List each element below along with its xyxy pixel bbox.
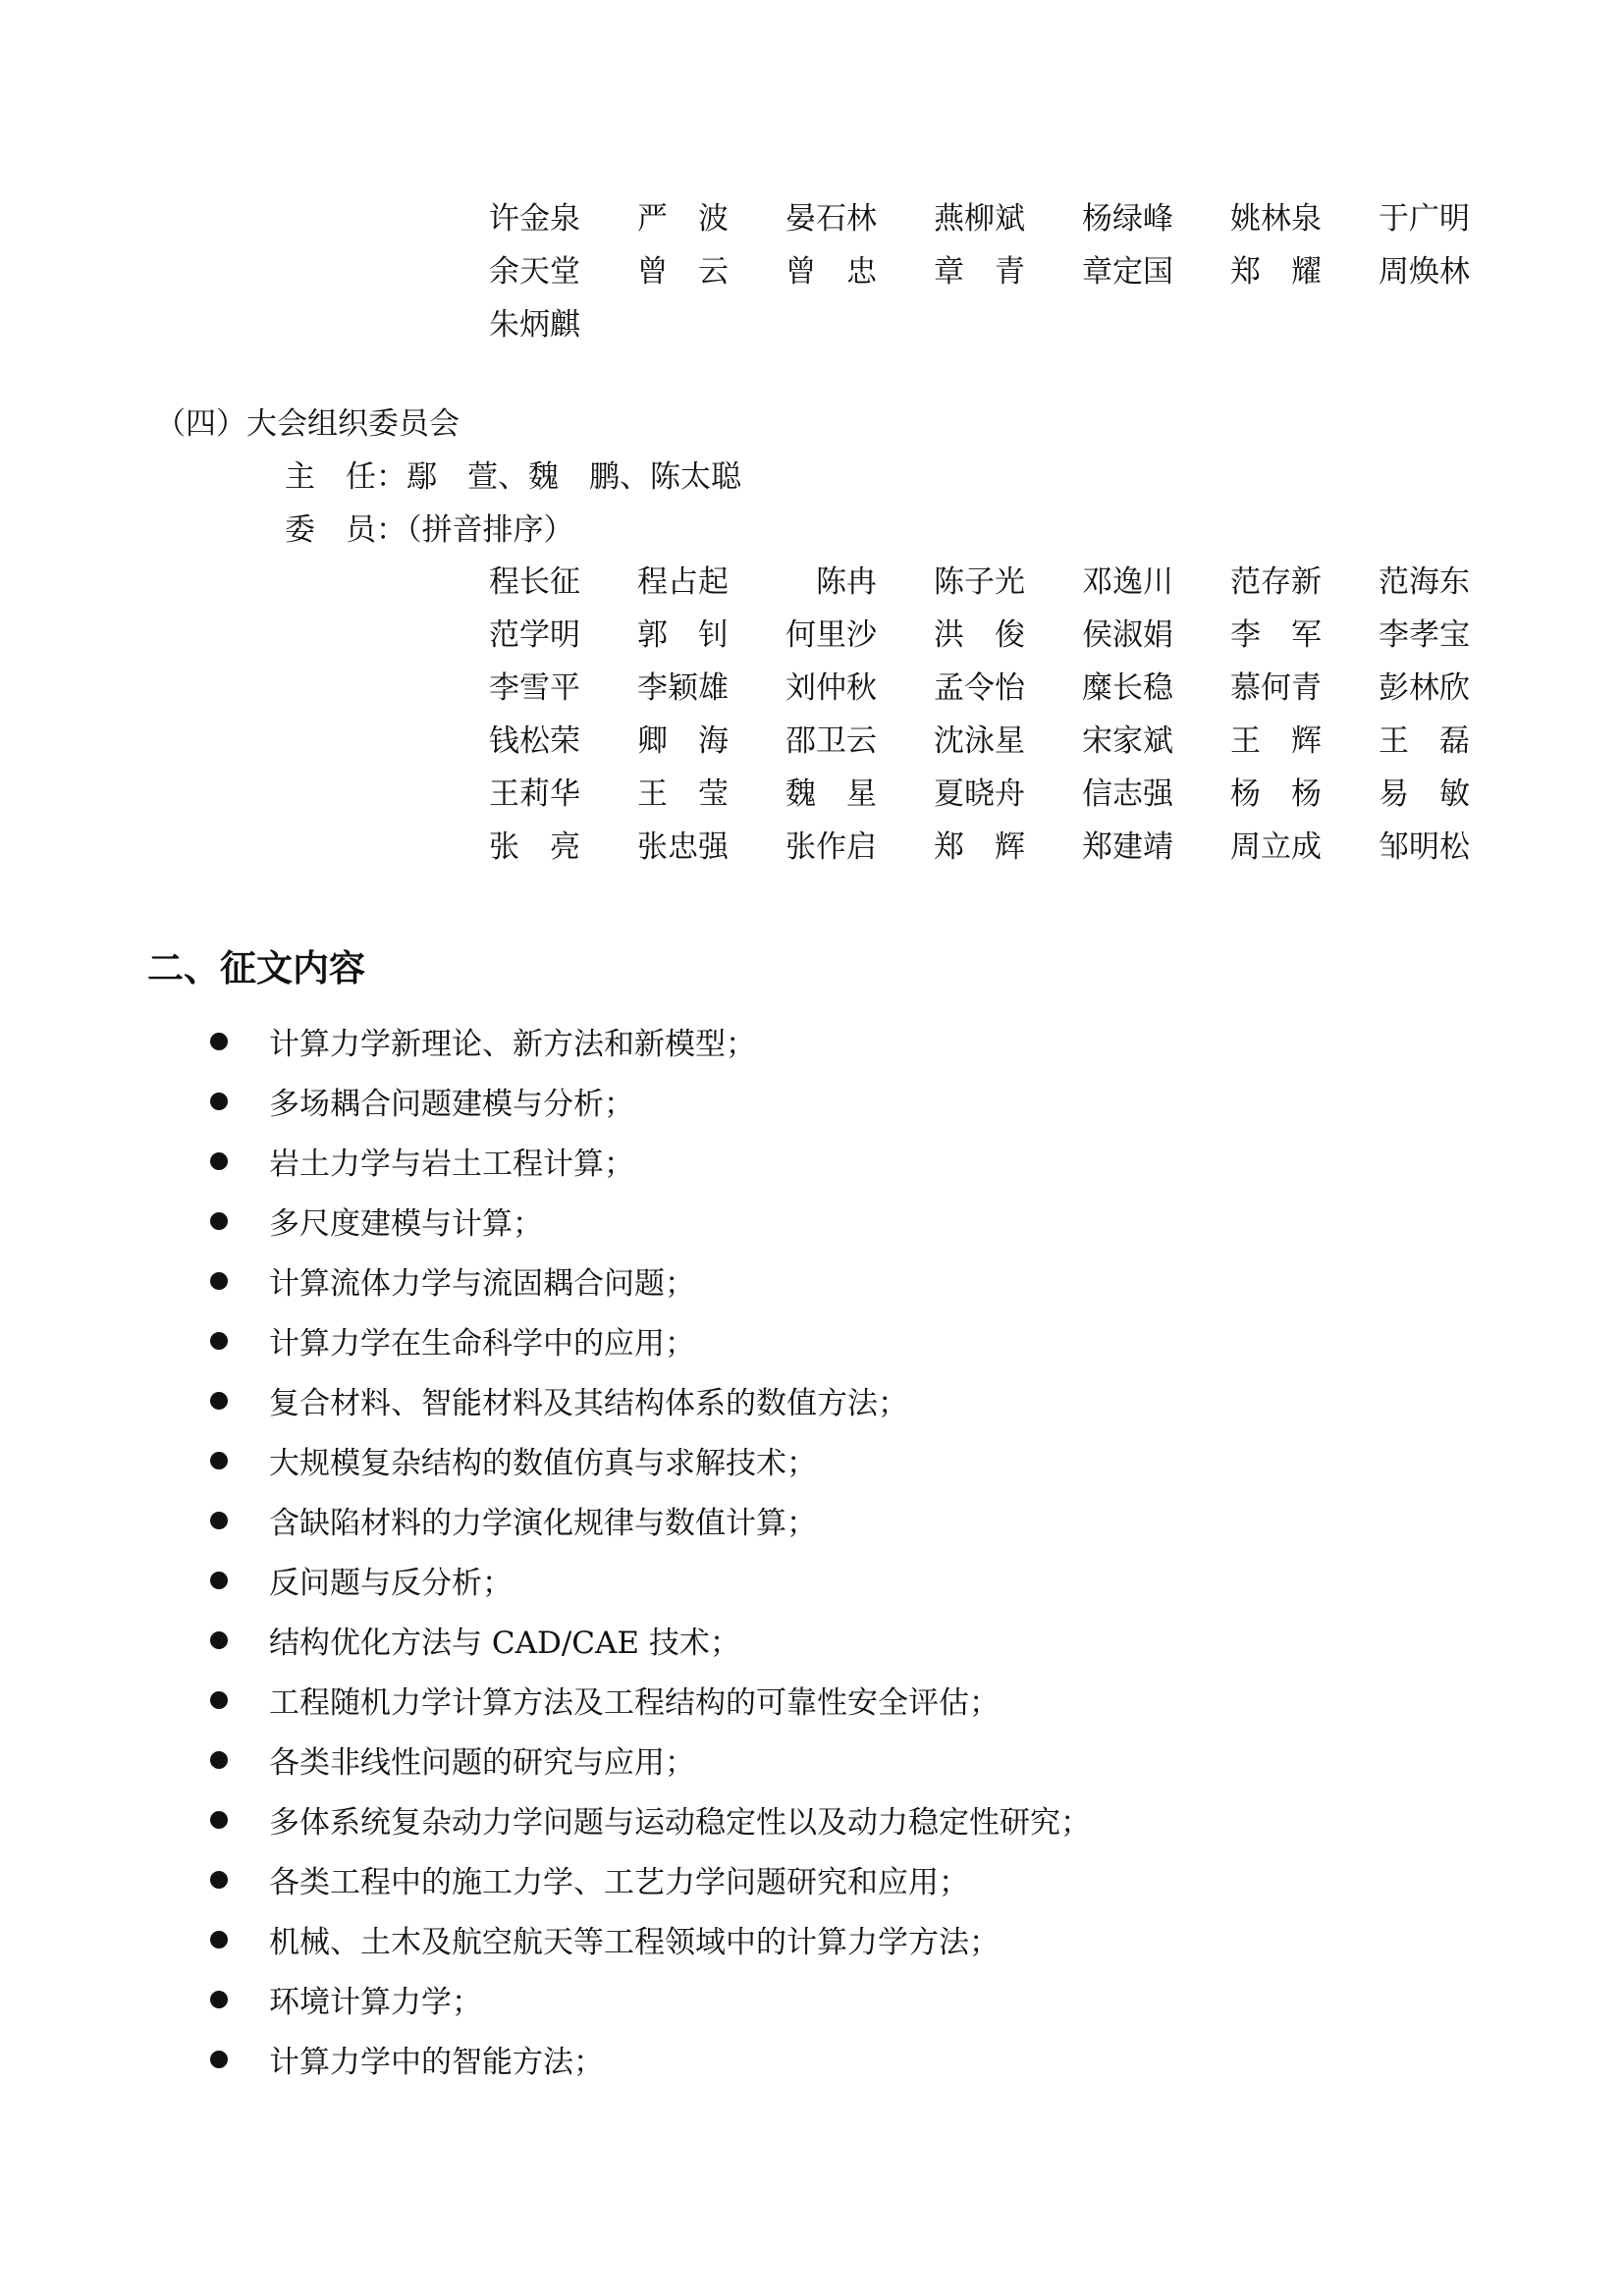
person-name: 范学明 bbox=[489, 617, 580, 653]
topic-item bbox=[206, 1550, 1091, 1610]
person-name: 张忠强 bbox=[637, 829, 729, 865]
topic-text: 含缺陷材料的力学演化规律与数值计算； bbox=[269, 1506, 817, 1541]
bullet-icon bbox=[210, 1392, 228, 1410]
topic-text: 各类工程中的施工力学、工艺力学问题研究和应用； bbox=[269, 1865, 969, 1900]
person-name: 慕何青 bbox=[1230, 670, 1322, 706]
topic-text: 计算流体力学与流固耦合问题； bbox=[269, 1266, 695, 1302]
bullet-icon bbox=[210, 1452, 228, 1469]
person-name: 郑建靖 bbox=[1082, 829, 1173, 865]
topic-text: 计算力学中的智能方法； bbox=[269, 2045, 604, 2080]
topic-text: 计算力学新理论、新方法和新模型； bbox=[269, 1027, 756, 1062]
person-name: 信志强 bbox=[1082, 776, 1173, 812]
person-name: 邓逸川 bbox=[1082, 564, 1173, 600]
bullet-icon bbox=[210, 1631, 228, 1649]
members-label: 委 员：（拼音排序） bbox=[285, 512, 574, 548]
person-name: 魏 星 bbox=[785, 776, 877, 812]
person-name: 程长征 bbox=[489, 564, 580, 600]
topic-item bbox=[206, 1670, 1091, 1730]
person-name: 邵卫云 bbox=[785, 723, 877, 759]
person-name: 郑 耀 bbox=[1230, 254, 1322, 290]
person-name: 洪 俊 bbox=[934, 617, 1025, 653]
person-name: 彭林欣 bbox=[1379, 670, 1470, 706]
organizing-committee-heading: （四）大会组织委员会 bbox=[155, 406, 460, 442]
topic-item bbox=[206, 1131, 1091, 1191]
person-name: 于广明 bbox=[1379, 201, 1470, 237]
bullet-icon bbox=[210, 1332, 228, 1350]
bullet-icon bbox=[210, 1572, 228, 1589]
person-name: 晏石林 bbox=[785, 201, 877, 237]
person-name: 李孝宝 bbox=[1379, 617, 1470, 653]
person-name: 侯淑娟 bbox=[1082, 617, 1173, 653]
topic-item bbox=[206, 1610, 1091, 1670]
person-name: 宋家斌 bbox=[1082, 723, 1173, 759]
bullet-icon bbox=[210, 1811, 228, 1829]
director-line: 主 任：鄢 萱、魏 鹏、陈太聪 bbox=[285, 459, 741, 495]
person-name: 姚林泉 bbox=[1230, 201, 1322, 237]
topic-item bbox=[206, 1191, 1091, 1251]
bullet-icon bbox=[210, 1931, 228, 1949]
topic-item bbox=[206, 1251, 1091, 1310]
topic-item bbox=[206, 1310, 1091, 1370]
person-name: 周焕林 bbox=[1379, 254, 1470, 290]
topic-text: 环境计算力学； bbox=[269, 1985, 482, 2020]
person-name: 卿 海 bbox=[637, 723, 729, 759]
person-name: 夏晓舟 bbox=[934, 776, 1025, 812]
topic-text: 工程随机力学计算方法及工程结构的可靠性安全评估； bbox=[269, 1685, 1000, 1721]
topic-item bbox=[206, 1789, 1091, 1849]
person-name: 杨 杨 bbox=[1230, 776, 1322, 812]
person-name: 燕柳斌 bbox=[934, 201, 1025, 237]
person-name: 郭 钊 bbox=[637, 617, 729, 653]
person-name: 程占起 bbox=[637, 564, 729, 600]
bullet-icon bbox=[210, 1093, 228, 1110]
topic-item bbox=[206, 1071, 1091, 1131]
topic-item bbox=[206, 1011, 1091, 1071]
topic-text: 结构优化方法与 CAD/CAE 技术； bbox=[269, 1626, 740, 1661]
committee-names-continued bbox=[489, 192, 1527, 351]
bullet-icon bbox=[210, 1751, 228, 1769]
person-name: 许金泉 bbox=[489, 201, 580, 237]
topic-item bbox=[206, 1849, 1091, 1909]
topic-item bbox=[206, 1490, 1091, 1550]
person-name: 陈冉 bbox=[785, 564, 877, 600]
topic-text: 岩土力学与岩土工程计算； bbox=[269, 1147, 634, 1182]
person-name: 严 波 bbox=[637, 201, 729, 237]
person-name: 李 军 bbox=[1230, 617, 1322, 653]
topic-text: 机械、土木及航空航天等工程领域中的计算力学方法； bbox=[269, 1925, 1000, 1960]
person-name: 章 青 bbox=[934, 254, 1025, 290]
topic-item bbox=[206, 1430, 1091, 1490]
person-name: 周立成 bbox=[1230, 829, 1322, 865]
bullet-icon bbox=[210, 1691, 228, 1709]
person-name: 陈子光 bbox=[934, 564, 1025, 600]
person-name: 李雪平 bbox=[489, 670, 580, 706]
person-name: 邹明松 bbox=[1379, 829, 1470, 865]
person-name: 王莉华 bbox=[489, 776, 580, 812]
person-name: 刘仲秋 bbox=[785, 670, 877, 706]
person-name: 糜长稳 bbox=[1082, 670, 1173, 706]
person-name: 沈泳星 bbox=[934, 723, 1025, 759]
person-name: 曾 云 bbox=[637, 254, 729, 290]
topic-item bbox=[206, 1969, 1091, 2029]
topic-item bbox=[206, 1370, 1091, 1430]
person-name: 张作启 bbox=[785, 829, 877, 865]
person-name: 朱炳麒 bbox=[489, 307, 580, 343]
bullet-icon bbox=[210, 1991, 228, 2008]
topic-list bbox=[206, 1011, 1091, 2089]
person-name: 王 莹 bbox=[637, 776, 729, 812]
topic-text: 复合材料、智能材料及其结构体系的数值方法； bbox=[269, 1386, 908, 1421]
topic-item bbox=[206, 1909, 1091, 1969]
bullet-icon bbox=[210, 1512, 228, 1529]
bullet-icon bbox=[210, 1871, 228, 1889]
bullet-icon bbox=[210, 1033, 228, 1050]
section-title: 二、征文内容 bbox=[147, 947, 365, 989]
person-name: 何里沙 bbox=[785, 617, 877, 653]
bullet-icon bbox=[210, 1212, 228, 1230]
topic-text: 计算力学在生命科学中的应用； bbox=[269, 1326, 695, 1362]
topic-text: 反问题与反分析； bbox=[269, 1566, 513, 1601]
person-name: 郑 辉 bbox=[934, 829, 1025, 865]
person-name: 孟令怡 bbox=[934, 670, 1025, 706]
person-name: 杨绿峰 bbox=[1082, 201, 1173, 237]
person-name: 张 亮 bbox=[489, 829, 580, 865]
topic-item bbox=[206, 1730, 1091, 1789]
bullet-icon bbox=[210, 2051, 228, 2068]
topic-text: 多体系统复杂动力学问题与运动稳定性以及动力稳定性研究； bbox=[269, 1805, 1091, 1841]
organizing-committee-members bbox=[489, 556, 1527, 874]
person-name: 王 辉 bbox=[1230, 723, 1322, 759]
bullet-icon bbox=[210, 1152, 228, 1170]
person-name: 钱松荣 bbox=[489, 723, 580, 759]
topic-text: 各类非线性问题的研究与应用； bbox=[269, 1745, 695, 1781]
person-name: 余天堂 bbox=[489, 254, 580, 290]
person-name: 范海东 bbox=[1379, 564, 1470, 600]
person-name: 曾 忠 bbox=[785, 254, 877, 290]
topic-text: 大规模复杂结构的数值仿真与求解技术； bbox=[269, 1446, 817, 1481]
topic-text: 多尺度建模与计算； bbox=[269, 1206, 543, 1242]
topic-text: 多场耦合问题建模与分析； bbox=[269, 1087, 634, 1122]
bullet-icon bbox=[210, 1272, 228, 1290]
person-name: 王 磊 bbox=[1379, 723, 1470, 759]
person-name: 范存新 bbox=[1230, 564, 1322, 600]
person-name: 易 敏 bbox=[1379, 776, 1470, 812]
person-name: 李颖雄 bbox=[637, 670, 729, 706]
topic-item bbox=[206, 2029, 1091, 2089]
person-name: 章定国 bbox=[1082, 254, 1173, 290]
